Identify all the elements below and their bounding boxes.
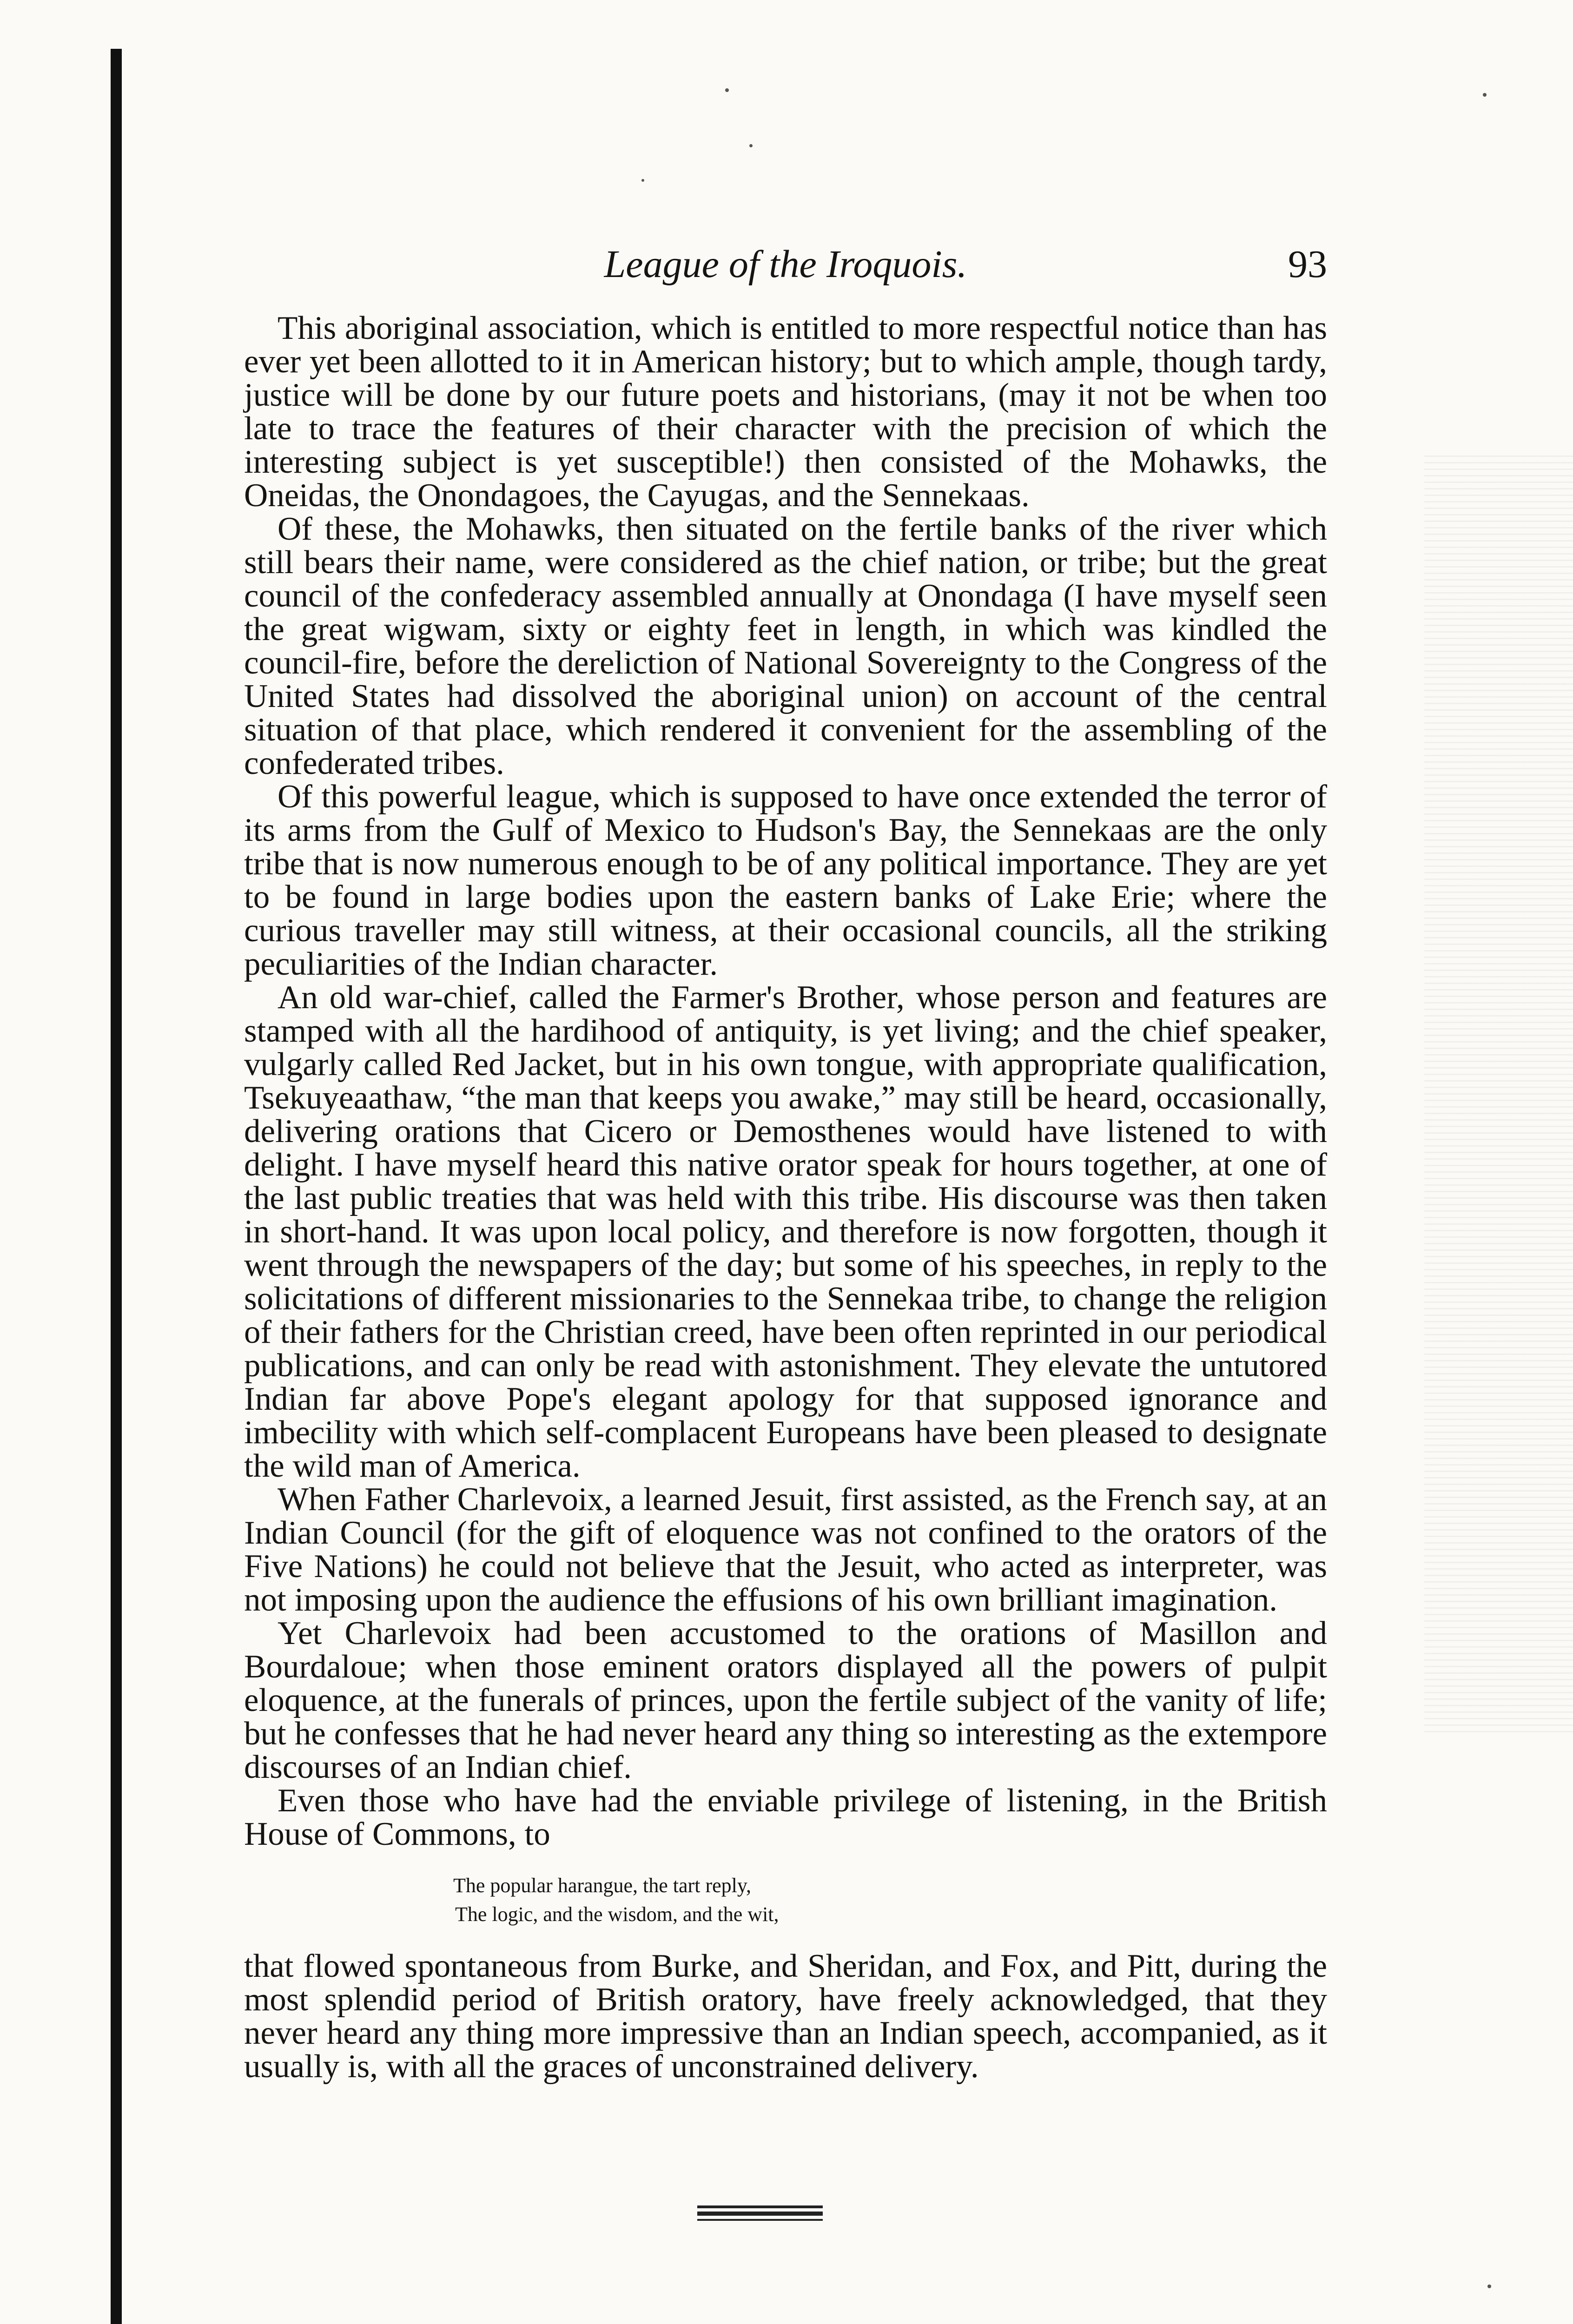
end-ornament-rule — [697, 2205, 823, 2208]
body-text — [244, 311, 1327, 1851]
paragraph: An old war-chief, called the Farmer's Brother, whose person and features are stamped with all the hardihood of antiquity, is yet living; and the chief speaker, vulgarly called Red Jacket, but in his own tongue, with appropriate qualification, Tsekuyeaathaw, “the man that keeps you awake,” may still be heard, occasionally, delivering orations that Cicero or Demosthenes would have listened to with delight. I have myself heard this native orator speak for hours together, at one of the last public treaties that was held with this tribe. His discourse was then taken in short-hand. It was upon local policy, and therefore is now forgotten, though it went through the newspapers of the day; but some of his speeches, in reply to the solicitations of different missionaries to the Sennekaa tribe, to change the religion of their fathers for the Christian creed, have been often reprinted in our periodical publications, and can only be read with astonishment. They elevate the untutored Indian far above Pope's elegant apology for that supposed ignorance and imbecility with which self-complacent Europeans have been pleased to designate the wild man of America. — [244, 979, 1327, 1484]
paragraph: Of these, the Mohawks, then situated on the fertile banks of the river which still bears their name, were considered as the chief nation, or tribe; but the great council of the confederacy assembled annually at Onondaga (I have myself seen the great wigwam, sixty or eighty feet in length, in which was kindled the council-fire, before the dereliction of National Sovereignty to the Congress of the United States had dissolved the aboriginal union) on account of the central situation of that place, which rendered it convenient for the assembling of the confederated tribes. — [244, 511, 1327, 781]
paper-speck — [1487, 2284, 1491, 2288]
end-ornament-rule — [697, 2219, 823, 2221]
verse-line: The logic, and the wisdom, and the wit, — [455, 1903, 779, 1926]
end-ornament-rule — [697, 2212, 823, 2216]
book-page — [244, 242, 1327, 2083]
verse-line: The popular harangue, the tart reply, — [453, 1874, 751, 1897]
paper-speck — [725, 88, 729, 92]
paragraph: Of this powerful league, which is supposed to have once extended the terror of its arms from the Gulf of Mexico to Hudson's Bay, the Sennekaas are the only tribe that is now numerous enough to be of any political importance. They are yet to be found in large bodies upon the eastern banks of Lake Erie; where the curious traveller may still witness, at their occasional councils, all the striking peculiarities of the Indian character. — [244, 779, 1327, 982]
running-title: League of the Iroquois. — [604, 243, 967, 286]
verse-quotation — [453, 1871, 1327, 1929]
paper-speck — [1483, 93, 1487, 97]
paragraph: When Father Charlevoix, a learned Jesuit, first assisted, as the French say, at an Indian Council (for the gift of eloquence was not confined to the orators of the Five Nations) he could not believe that the Jesuit, who acted as interpreter, was not imposing upon the audience the effusions of his own brilliant imagination. — [244, 1481, 1327, 1618]
paragraph: Yet Charlevoix had been accustomed to the orations of Masillon and Bourdaloue; when those eminent orators displayed all the powers of pulpit eloquence, at the funerals of princes, upon the fertile subject of the vanity of life; but he confesses that he had never heard any thing so interesting as the extempore discourses of an Indian chief. — [244, 1615, 1327, 1785]
closing-paragraph: that flowed spontaneous from Burke, and Sheridan, and Fox, and Pitt, during the most splendid period of British oratory, have freely acknowledged, that they never heard any thing more impressive than an Indian speech, accompanied, as it usually is, with all the graces of unconstrained delivery. — [244, 1948, 1327, 2085]
running-head — [244, 242, 1327, 311]
paper-speck — [641, 179, 644, 182]
paper-speck — [749, 144, 753, 147]
closing-text — [244, 1949, 1327, 2083]
binding-edge-rule — [111, 49, 122, 2324]
paragraph: This aboriginal association, which is entitled to more respectful notice than has ever yet been allotted to it in American history; but to which ample, though tardy, justice will be done by our future poets and historians, (may it not be when too late to trace the features of their character with the precision of which the interesting subject is yet susceptible!) then consisted of the Mohawks, the Oneidas, the Onondagoes, the Cayugas, and the Sennekaas. — [244, 310, 1327, 514]
paragraph: Even those who have had the enviable privilege of listening, in the British House of Commons, to — [244, 1783, 1327, 1852]
facing-page-bleed — [1424, 456, 1573, 1734]
page-number: 93 — [1288, 243, 1327, 286]
